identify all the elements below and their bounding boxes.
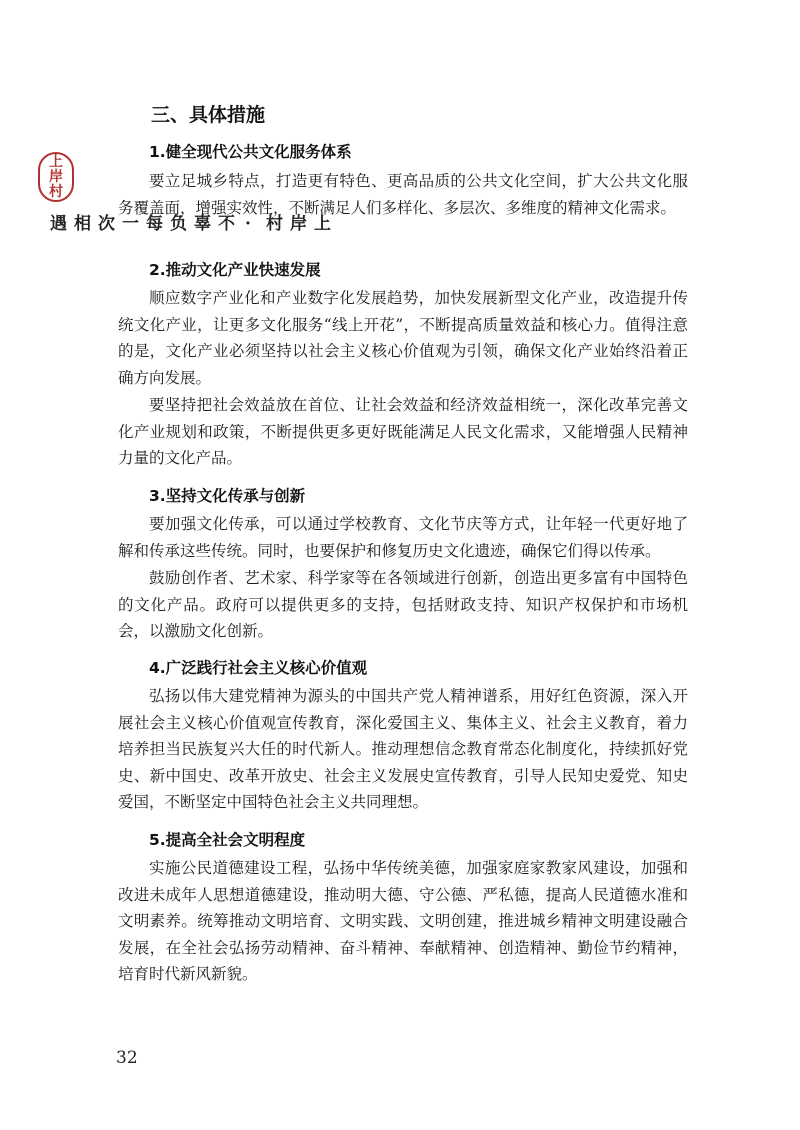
paragraph: 实施公民道德建设工程，弘扬中华传统美德，加强家庭家教家风建设，加强和改进未成年人思想道德建设，推动明大德、守公德、严私德，提高人民道德水准和文明素养。统筹推动文明培育、文明实践、文明创建，推进城乡精神文明建设融合发展，在全社会弘扬劳动精神、奋斗精神、奉献精神、创造精神、勤俭节约精神，培育时代新风新貌。: [118, 859, 688, 983]
subsection-heading: 5.提高全社会文明程度: [149, 831, 306, 849]
vertical-book-title: 上岸村·不辜负每一次相遇: [46, 214, 330, 236]
paragraph: 要加强文化传承，可以通过学校教育、文化节庆等方式，让年轻一代更好地了解和传承这些传统。同时，也要保护和修复历史文化遗迹，确保它们得以传承。: [118, 515, 688, 560]
seal-char: 岸: [49, 168, 63, 185]
subsection-heading: 4.广泛践行社会主义核心价值观: [149, 659, 368, 677]
paragraph: 要坚持把社会效益放在首位、让社会效益和经济效益相统一，深化改革完善文化产业规划和政策，不断提供更多更好既能满足人民文化需求，又能增强人民精神力量的文化产品。: [118, 396, 688, 467]
seal-char: 村: [49, 183, 63, 200]
seal-logo: [38, 152, 74, 202]
paragraph: 顺应数字产业化和产业数字化发展趋势，加快发展新型文化产业，改造提升传统文化产业，让更多文化服务“线上开花”，不断提高质量效益和核心力。值得注意的是，文化产业必须坚持以社会主义核心价值观为引领，确保文化产业始终沿着正确方向发展。: [118, 289, 688, 387]
paragraph: 鼓励创作者、艺术家、科学家等在各领域进行创新，创造出更多富有中国特色的文化产品。政府可以提供更多的支持，包括财政支持、知识产权保护和市场机会，以激励文化创新。: [118, 569, 688, 640]
paragraph: 要立足城乡特点，打造更有特色、更高品质的公共文化空间，扩大公共文化服务覆盖面，增强实效性，不断满足人们多样化、多层次、多维度的精神文化需求。: [118, 172, 688, 217]
subsection-heading: 2.推动文化产业快速发展: [149, 261, 321, 279]
paragraph: 弘扬以伟大建党精神为源头的中国共产党人精神谱系，用好红色资源，深入开展社会主义核心价值观宣传教育，深化爱国主义、集体主义、社会主义教育，着力培养担当民族复兴大任的时代新人。推动理想信念教育常态化制度化，持续抓好党史、新中国史、改革开放史、社会主义发展史宣传教育，引导人民知史爱党、知史爱国，不断坚定中国特色社会主义共同理想。: [118, 687, 688, 811]
subsection-heading: 3.坚持文化传承与创新: [149, 487, 306, 505]
section-title: 三、具体措施: [151, 104, 266, 126]
subsection-heading: 1.健全现代公共文化服务体系: [149, 143, 352, 161]
page-number: 32: [116, 1048, 138, 1068]
seal-char: 上: [49, 153, 63, 170]
